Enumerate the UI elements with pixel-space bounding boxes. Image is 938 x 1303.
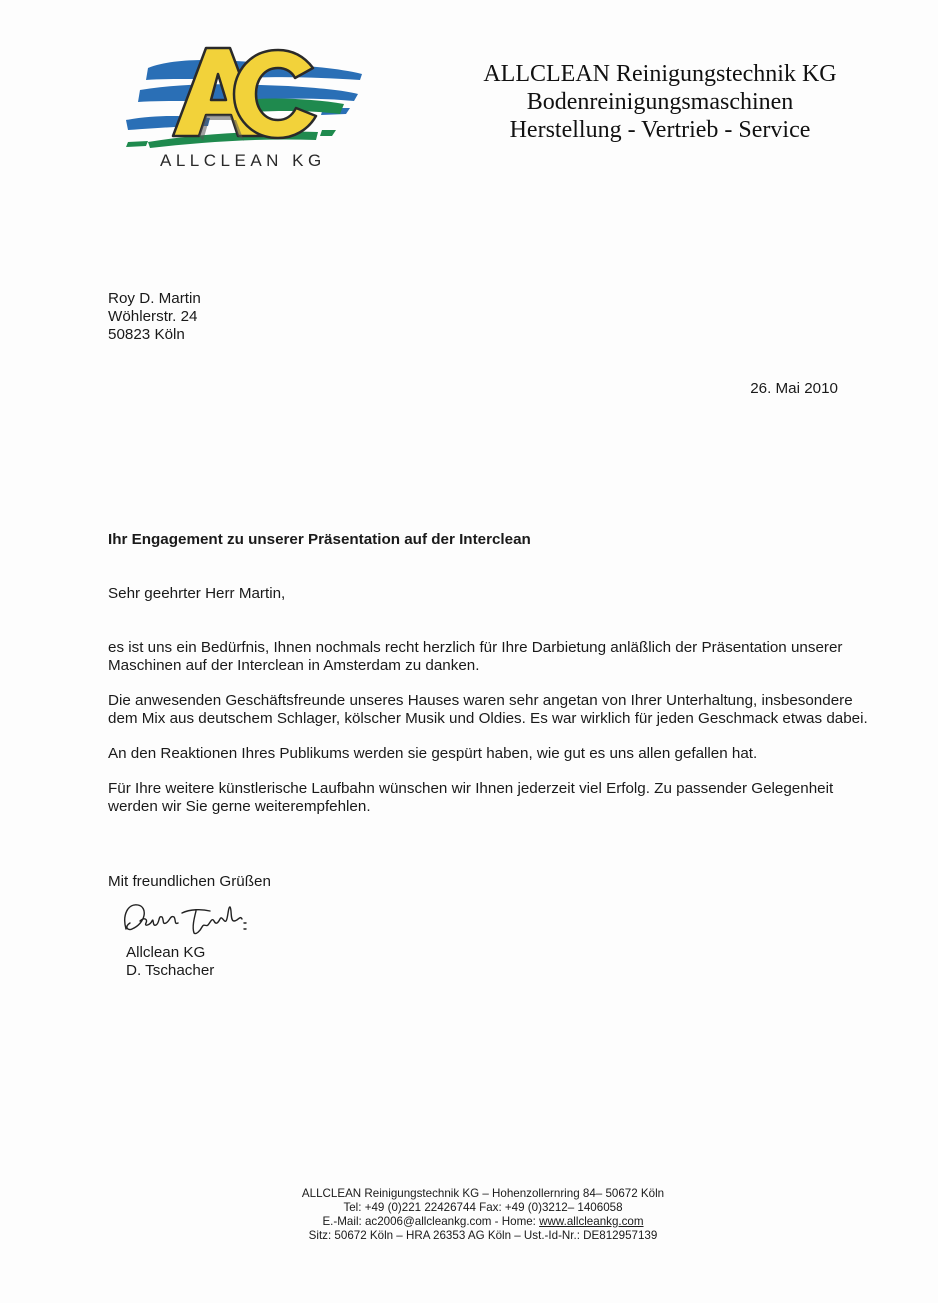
footer-email: E.-Mail: ac2006@allcleankg.com - Home: bbox=[322, 1215, 540, 1228]
footer-contact bbox=[200, 1215, 766, 1229]
letter-subject: Ihr Engagement zu unserer Präsentation auf der Interclean bbox=[108, 531, 531, 548]
footer-phone-fax: Tel: +49 (0)221 22426744 Fax: +49 (0)3212– 1406058 bbox=[343, 1201, 623, 1214]
recipient-address bbox=[108, 290, 201, 344]
company-heading bbox=[440, 60, 880, 144]
letter-footer bbox=[200, 1187, 766, 1243]
body-paragraph: An den Reaktionen Ihres Publikums werden sie gespürt haben, wie gut es uns allen gefallen hat. bbox=[108, 745, 758, 762]
salutation: Sehr geehrter Herr Martin, bbox=[108, 585, 286, 602]
letter-body bbox=[108, 639, 878, 833]
company-business-line: Bodenreinigungsmaschinen bbox=[526, 89, 794, 115]
handwritten-signature bbox=[118, 893, 253, 941]
sender-block bbox=[126, 944, 214, 980]
body-paragraph: Für Ihre weitere künstlerische Laufbahn wünschen wir Ihnen jederzeit viel Erfolg. Zu passender Gelegenheit werden wir Sie gerne weiterempfehlen. bbox=[108, 780, 834, 815]
recipient-street: Wöhlerstr. 24 bbox=[108, 308, 198, 325]
company-logo bbox=[118, 38, 368, 178]
closing-phrase: Mit freundlichen Grüßen bbox=[108, 873, 271, 890]
body-paragraph: Die anwesenden Geschäftsfreunde unseres Hauses waren sehr angetan von Ihrer Unterhaltung, insbesondere dem Mix aus deutschem Schlager, kölscher Musik und Oldies. Es war wirklich für jeden Geschmack etwas dabei. bbox=[108, 692, 868, 727]
company-services: Herstellung - Vertrieb - Service bbox=[509, 117, 811, 143]
body-paragraph: es ist uns ein Bedürfnis, Ihnen nochmals recht herzlich für Ihre Darbietung anläßlich der Präsentation unserer Maschinen auf der Interclean in Amsterdam zu danken. bbox=[108, 639, 843, 674]
logo-wordmark: ALLCLEAN KG bbox=[160, 151, 326, 170]
footer-address: ALLCLEAN Reinigungstechnik KG – Hohenzollernring 84– 50672 Köln bbox=[301, 1187, 665, 1200]
company-name: ALLCLEAN Reinigungstechnik KG bbox=[483, 61, 837, 87]
sender-company: Allclean KG bbox=[126, 944, 206, 961]
recipient-name: Roy D. Martin bbox=[108, 290, 201, 307]
footer-registration: Sitz: 50672 Köln – HRA 26353 AG Köln – Ust.-Id-Nr.: DE812957139 bbox=[308, 1229, 658, 1242]
sender-name: D. Tschacher bbox=[126, 962, 215, 979]
letter-date: 26. Mai 2010 bbox=[750, 380, 838, 397]
recipient-city: 50823 Köln bbox=[108, 326, 185, 343]
footer-website-link[interactable]: www.allcleankg.com bbox=[539, 1215, 644, 1228]
